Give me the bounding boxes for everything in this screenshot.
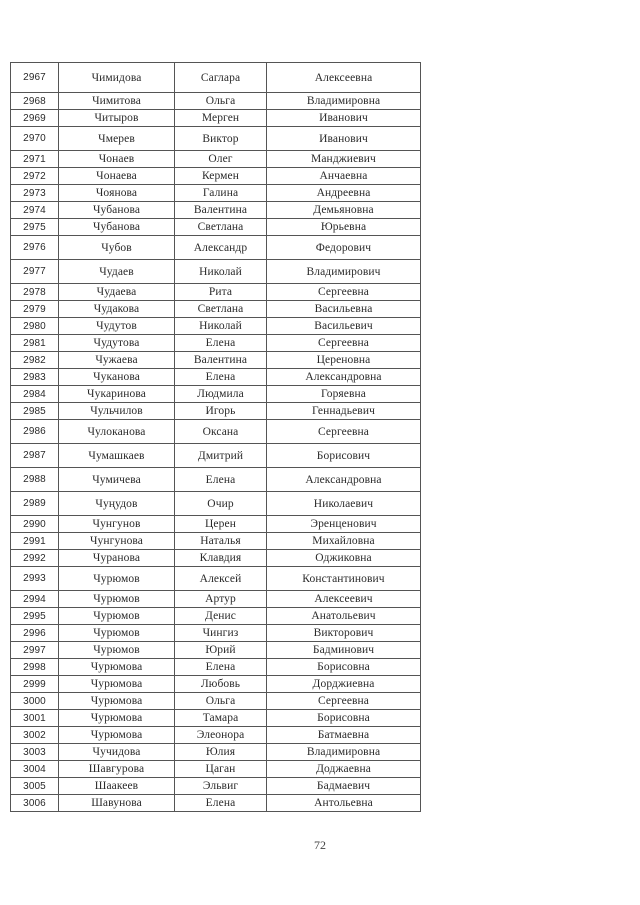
- table-row: [11, 625, 421, 642]
- first-name-cell: Светлана: [175, 301, 267, 318]
- surname-cell: Чимидова: [59, 63, 175, 93]
- first-name-cell: Елена: [175, 659, 267, 676]
- surname-cell: Чмерев: [59, 127, 175, 151]
- surname-cell: Чумашкаев: [59, 444, 175, 468]
- patronymic-cell: Борисовна: [267, 659, 421, 676]
- table-row: [11, 744, 421, 761]
- patronymic-cell: Владимировна: [267, 744, 421, 761]
- table-row: [11, 219, 421, 236]
- row-number: 2994: [11, 591, 59, 608]
- table-row: [11, 352, 421, 369]
- table-row: [11, 468, 421, 492]
- surname-cell: Чоянова: [59, 185, 175, 202]
- row-number: 2970: [11, 127, 59, 151]
- row-number: 2974: [11, 202, 59, 219]
- table-row: [11, 110, 421, 127]
- table-row: [11, 591, 421, 608]
- row-number: 2971: [11, 151, 59, 168]
- patronymic-cell: Алексеевна: [267, 63, 421, 93]
- page-number: 72: [314, 838, 326, 852]
- table-row: [11, 492, 421, 516]
- first-name-cell: Юлия: [175, 744, 267, 761]
- patronymic-cell: Анатольевич: [267, 608, 421, 625]
- row-number: 2977: [11, 260, 59, 284]
- first-name-cell: Николай: [175, 318, 267, 335]
- surname-cell: Чудутова: [59, 335, 175, 352]
- table-row: [11, 386, 421, 403]
- row-number: 2980: [11, 318, 59, 335]
- first-name-cell: Елена: [175, 369, 267, 386]
- table-row: [11, 185, 421, 202]
- surname-cell: Чурюмов: [59, 567, 175, 591]
- first-name-cell: Александр: [175, 236, 267, 260]
- table-row: [11, 550, 421, 567]
- first-name-cell: Елена: [175, 335, 267, 352]
- first-name-cell: Олег: [175, 151, 267, 168]
- surname-cell: Чубанова: [59, 202, 175, 219]
- surname-cell: Чульчилов: [59, 403, 175, 420]
- row-number: 2989: [11, 492, 59, 516]
- row-number: 2979: [11, 301, 59, 318]
- table-row: [11, 642, 421, 659]
- table-row: [11, 63, 421, 93]
- surname-cell: Чубанова: [59, 219, 175, 236]
- name-list-table: [10, 62, 421, 812]
- row-number: 3000: [11, 693, 59, 710]
- patronymic-cell: Манджиевич: [267, 151, 421, 168]
- surname-cell: Чумичева: [59, 468, 175, 492]
- patronymic-cell: Анчаевна: [267, 168, 421, 185]
- patronymic-cell: Викторович: [267, 625, 421, 642]
- first-name-cell: Виктор: [175, 127, 267, 151]
- row-number: 2967: [11, 63, 59, 93]
- surname-cell: Читыров: [59, 110, 175, 127]
- table-row: [11, 693, 421, 710]
- surname-cell: Чурюмова: [59, 676, 175, 693]
- patronymic-cell: Владимировна: [267, 93, 421, 110]
- first-name-cell: Алексей: [175, 567, 267, 591]
- first-name-cell: Денис: [175, 608, 267, 625]
- patronymic-cell: Сергеевна: [267, 420, 421, 444]
- surname-cell: Чулоканова: [59, 420, 175, 444]
- first-name-cell: Мерген: [175, 110, 267, 127]
- patronymic-cell: Александровна: [267, 468, 421, 492]
- surname-cell: Чудаев: [59, 260, 175, 284]
- table-row: [11, 335, 421, 352]
- patronymic-cell: Борисовна: [267, 710, 421, 727]
- table-row: [11, 301, 421, 318]
- first-name-cell: Кермен: [175, 168, 267, 185]
- row-number: 2991: [11, 533, 59, 550]
- first-name-cell: Елена: [175, 468, 267, 492]
- first-name-cell: Людмила: [175, 386, 267, 403]
- row-number: 2976: [11, 236, 59, 260]
- patronymic-cell: Бадминович: [267, 642, 421, 659]
- patronymic-cell: Константинович: [267, 567, 421, 591]
- first-name-cell: Ольга: [175, 693, 267, 710]
- row-number: 2972: [11, 168, 59, 185]
- first-name-cell: Светлана: [175, 219, 267, 236]
- table-row: [11, 403, 421, 420]
- surname-cell: Чужаева: [59, 352, 175, 369]
- surname-cell: Чурюмова: [59, 710, 175, 727]
- surname-cell: Чонаева: [59, 168, 175, 185]
- surname-cell: Чучидова: [59, 744, 175, 761]
- row-number: 2986: [11, 420, 59, 444]
- row-number: 2999: [11, 676, 59, 693]
- table-row: [11, 761, 421, 778]
- first-name-cell: Игорь: [175, 403, 267, 420]
- patronymic-cell: Демьяновна: [267, 202, 421, 219]
- row-number: 3005: [11, 778, 59, 795]
- first-name-cell: Цаган: [175, 761, 267, 778]
- row-number: 2983: [11, 369, 59, 386]
- patronymic-cell: Доджаевна: [267, 761, 421, 778]
- table-row: [11, 516, 421, 533]
- surname-cell: Чуранова: [59, 550, 175, 567]
- first-name-cell: Саглара: [175, 63, 267, 93]
- row-number: 2984: [11, 386, 59, 403]
- first-name-cell: Эльвиг: [175, 778, 267, 795]
- row-number: 2981: [11, 335, 59, 352]
- table-row: [11, 533, 421, 550]
- patronymic-cell: Дорджиевна: [267, 676, 421, 693]
- first-name-cell: Галина: [175, 185, 267, 202]
- patronymic-cell: Александровна: [267, 369, 421, 386]
- first-name-cell: Валентина: [175, 202, 267, 219]
- surname-cell: Чукаринова: [59, 386, 175, 403]
- name-list-body: [11, 63, 421, 812]
- first-name-cell: Николай: [175, 260, 267, 284]
- surname-cell: Чурюмова: [59, 693, 175, 710]
- patronymic-cell: Сергеевна: [267, 335, 421, 352]
- surname-cell: Чудакова: [59, 301, 175, 318]
- row-number: 2987: [11, 444, 59, 468]
- surname-cell: Чурюмова: [59, 727, 175, 744]
- patronymic-cell: Владимирович: [267, 260, 421, 284]
- first-name-cell: Очир: [175, 492, 267, 516]
- table-row: [11, 795, 421, 812]
- surname-cell: Чурюмов: [59, 591, 175, 608]
- first-name-cell: Артур: [175, 591, 267, 608]
- table-row: [11, 318, 421, 335]
- table-row: [11, 567, 421, 591]
- first-name-cell: Наталья: [175, 533, 267, 550]
- row-number: 3001: [11, 710, 59, 727]
- patronymic-cell: Иванович: [267, 127, 421, 151]
- first-name-cell: Тамара: [175, 710, 267, 727]
- patronymic-cell: Николаевич: [267, 492, 421, 516]
- row-number: 2968: [11, 93, 59, 110]
- patronymic-cell: Васильевна: [267, 301, 421, 318]
- surname-cell: Шавгурова: [59, 761, 175, 778]
- table-row: [11, 710, 421, 727]
- first-name-cell: Оксана: [175, 420, 267, 444]
- patronymic-cell: Эренценович: [267, 516, 421, 533]
- surname-cell: Чурюмов: [59, 625, 175, 642]
- first-name-cell: Юрий: [175, 642, 267, 659]
- patronymic-cell: Васильевич: [267, 318, 421, 335]
- patronymic-cell: Горяевна: [267, 386, 421, 403]
- surname-cell: Чубов: [59, 236, 175, 260]
- row-number: 2992: [11, 550, 59, 567]
- surname-cell: Шаакеев: [59, 778, 175, 795]
- first-name-cell: Элеонора: [175, 727, 267, 744]
- surname-cell: Чурюмов: [59, 608, 175, 625]
- patronymic-cell: Алексеевич: [267, 591, 421, 608]
- table-row: [11, 151, 421, 168]
- first-name-cell: Елена: [175, 795, 267, 812]
- row-number: 3003: [11, 744, 59, 761]
- patronymic-cell: Федорович: [267, 236, 421, 260]
- patronymic-cell: Цереновна: [267, 352, 421, 369]
- first-name-cell: Дмитрий: [175, 444, 267, 468]
- table-row: [11, 727, 421, 744]
- patronymic-cell: Сергеевна: [267, 693, 421, 710]
- row-number: 3004: [11, 761, 59, 778]
- row-number: 2975: [11, 219, 59, 236]
- surname-cell: Чурюмова: [59, 659, 175, 676]
- surname-cell: Чудутов: [59, 318, 175, 335]
- row-number: 2982: [11, 352, 59, 369]
- patronymic-cell: Андреевна: [267, 185, 421, 202]
- patronymic-cell: Батмаевна: [267, 727, 421, 744]
- first-name-cell: Чингиз: [175, 625, 267, 642]
- row-number: 2988: [11, 468, 59, 492]
- table-row: [11, 608, 421, 625]
- table-row: [11, 202, 421, 219]
- table-row: [11, 168, 421, 185]
- row-number: 2995: [11, 608, 59, 625]
- table-row: [11, 93, 421, 110]
- table-row: [11, 369, 421, 386]
- patronymic-cell: Бадмаевич: [267, 778, 421, 795]
- first-name-cell: Клавдия: [175, 550, 267, 567]
- row-number: 3002: [11, 727, 59, 744]
- table-row: [11, 420, 421, 444]
- table-row: [11, 444, 421, 468]
- row-number: 2996: [11, 625, 59, 642]
- table-row: [11, 260, 421, 284]
- surname-cell: Чуңудов: [59, 492, 175, 516]
- table-row: [11, 676, 421, 693]
- patronymic-cell: Михайловна: [267, 533, 421, 550]
- surname-cell: Чунгунов: [59, 516, 175, 533]
- row-number: 2978: [11, 284, 59, 301]
- row-number: 2997: [11, 642, 59, 659]
- patronymic-cell: Иванович: [267, 110, 421, 127]
- patronymic-cell: Оджиковна: [267, 550, 421, 567]
- table-row: [11, 778, 421, 795]
- patronymic-cell: Геннадьевич: [267, 403, 421, 420]
- row-number: 2969: [11, 110, 59, 127]
- first-name-cell: Церен: [175, 516, 267, 533]
- table-row: [11, 127, 421, 151]
- row-number: 2985: [11, 403, 59, 420]
- patronymic-cell: Борисович: [267, 444, 421, 468]
- table-row: [11, 659, 421, 676]
- table-row: [11, 236, 421, 260]
- patronymic-cell: Антольевна: [267, 795, 421, 812]
- surname-cell: Чимитова: [59, 93, 175, 110]
- surname-cell: Чуканова: [59, 369, 175, 386]
- patronymic-cell: Юрьевна: [267, 219, 421, 236]
- surname-cell: Чурюмов: [59, 642, 175, 659]
- row-number: 2990: [11, 516, 59, 533]
- row-number: 2998: [11, 659, 59, 676]
- first-name-cell: Ольга: [175, 93, 267, 110]
- row-number: 2973: [11, 185, 59, 202]
- first-name-cell: Любовь: [175, 676, 267, 693]
- surname-cell: Чонаев: [59, 151, 175, 168]
- row-number: 3006: [11, 795, 59, 812]
- patronymic-cell: Сергеевна: [267, 284, 421, 301]
- surname-cell: Чунгунова: [59, 533, 175, 550]
- first-name-cell: Валентина: [175, 352, 267, 369]
- first-name-cell: Рита: [175, 284, 267, 301]
- surname-cell: Шавунова: [59, 795, 175, 812]
- row-number: 2993: [11, 567, 59, 591]
- table-row: [11, 284, 421, 301]
- surname-cell: Чудаева: [59, 284, 175, 301]
